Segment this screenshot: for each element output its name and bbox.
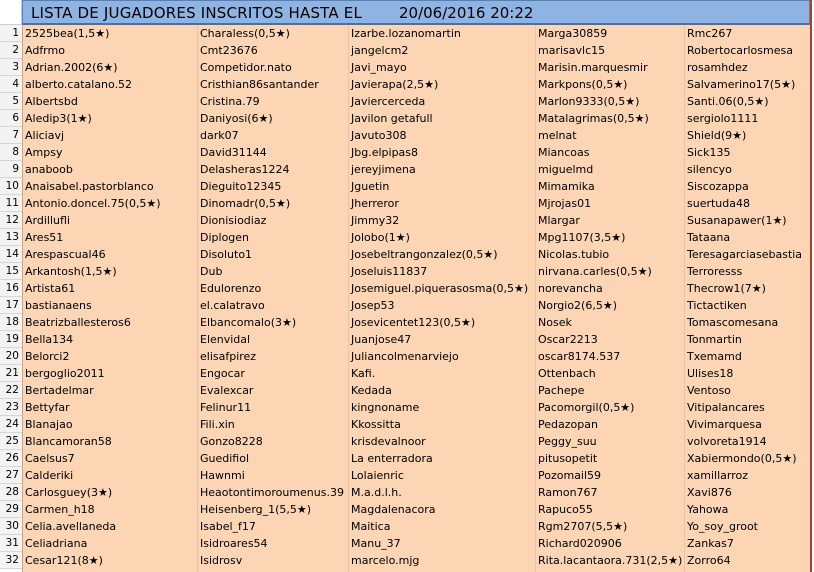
row-number[interactable]: 22 <box>0 382 22 399</box>
player-cell[interactable]: Javilon getafull <box>351 112 433 125</box>
row-number-column <box>0 25 22 569</box>
player-cell[interactable]: pitusopetit <box>538 452 598 465</box>
player-cell[interactable]: 2525bea(1,5★) <box>25 27 110 40</box>
player-cell[interactable]: Jherreror <box>351 197 399 210</box>
player-cell[interactable]: Albertsbd <box>25 95 78 108</box>
player-cell[interactable]: Nicolas.tubio <box>538 248 610 261</box>
player-cell[interactable]: Josep53 <box>351 299 395 312</box>
player-cell[interactable]: Kedada <box>351 384 392 397</box>
player-cell[interactable]: Peggy_suu <box>538 435 597 448</box>
player-cell[interactable]: Isabel_f17 <box>200 520 256 533</box>
player-cell[interactable]: elisafpirez <box>200 350 257 363</box>
player-cell[interactable]: Zorro64 <box>687 554 731 567</box>
player-cell[interactable]: Susanapawer(1★) <box>687 214 787 227</box>
player-cell[interactable]: Cesar121(8★) <box>25 554 103 567</box>
player-cell[interactable]: Disoluto1 <box>200 248 253 261</box>
row-number[interactable]: 30 <box>0 518 22 535</box>
player-cell[interactable]: Diplogen <box>200 231 250 244</box>
column-divider <box>197 25 198 572</box>
player-cell[interactable]: Belorci2 <box>25 350 70 363</box>
player-cell[interactable]: Mimamika <box>538 180 595 193</box>
player-cell[interactable]: miguelmd <box>538 163 594 176</box>
player-cell[interactable]: Rgm2707(5,5★) <box>538 520 628 533</box>
player-cell[interactable]: Manu_37 <box>351 537 401 550</box>
player-cell[interactable]: suertuda48 <box>687 197 750 210</box>
player-cell[interactable]: Celia.avellaneda <box>25 520 117 533</box>
player-cell[interactable]: Magdalenacora <box>351 503 436 516</box>
player-cell[interactable]: Adrian.2002(6★) <box>25 61 118 74</box>
player-cell[interactable]: Juanjose47 <box>351 333 412 346</box>
player-cell[interactable]: Mpg1107(3,5★) <box>538 231 626 244</box>
player-cell[interactable]: xamillarroz <box>687 469 748 482</box>
player-cell[interactable]: Nosek <box>538 316 572 329</box>
player-cell[interactable]: M.a.d.l.h. <box>351 486 402 499</box>
player-cell[interactable]: Richard020906 <box>538 537 622 550</box>
player-cell[interactable]: Dieguito12345 <box>200 180 282 193</box>
player-cell[interactable]: Heaotontimoroumenus.39 <box>200 486 344 499</box>
player-cell[interactable]: oscar8174.537 <box>538 350 621 363</box>
player-grid <box>22 25 811 572</box>
player-cell[interactable]: Dub <box>200 265 223 278</box>
row-number[interactable]: 21 <box>0 365 22 382</box>
player-cell[interactable]: volvoreta1914 <box>687 435 767 448</box>
player-cell[interactable]: Vitipalancares <box>687 401 765 414</box>
player-cell[interactable]: Txemamd <box>687 350 742 363</box>
player-column <box>198 25 349 569</box>
player-cell[interactable]: Elenvidal <box>200 333 251 346</box>
player-cell[interactable]: Mlargar <box>538 214 580 227</box>
player-cell[interactable]: Carlosguey(3★) <box>25 486 113 499</box>
row-number[interactable]: 27 <box>0 467 22 484</box>
row-number[interactable]: 31 <box>0 535 22 552</box>
row-number[interactable]: 28 <box>0 484 22 501</box>
row-number[interactable]: 24 <box>0 416 22 433</box>
player-cell[interactable]: Artista61 <box>25 282 76 295</box>
player-cell[interactable]: Ramon767 <box>538 486 598 499</box>
player-cell[interactable]: Calderiki <box>25 469 74 482</box>
player-cell[interactable]: Cmt23676 <box>200 44 258 57</box>
player-cell[interactable]: Xavi876 <box>687 486 732 499</box>
player-cell[interactable]: Teresagarciasebastia <box>687 248 803 261</box>
player-cell[interactable]: rosamhdez <box>687 61 748 74</box>
player-cell[interactable]: Jguetin <box>351 180 390 193</box>
player-cell[interactable]: Adfrmo <box>25 44 65 57</box>
player-cell[interactable]: Oscar2213 <box>538 333 598 346</box>
player-cell[interactable]: Norgio2(6,5★) <box>538 299 617 312</box>
column-divider <box>535 25 536 572</box>
row-number[interactable]: 7 <box>0 127 22 144</box>
player-cell[interactable]: Anaisabel.pastorblanco <box>25 180 154 193</box>
player-cell[interactable]: Rmc267 <box>687 27 733 40</box>
player-cell[interactable]: David31144 <box>200 146 267 159</box>
player-cell[interactable]: Pedazopan <box>538 418 598 431</box>
row-number[interactable]: 19 <box>0 331 22 348</box>
row-number[interactable]: 23 <box>0 399 22 416</box>
player-cell[interactable]: el.calatravo <box>200 299 265 312</box>
column-divider <box>348 25 349 572</box>
player-cell[interactable]: Arespascual46 <box>25 248 106 261</box>
player-cell[interactable]: Jimmy32 <box>351 214 400 227</box>
player-cell[interactable]: Vivimarquesa <box>687 418 762 431</box>
player-cell[interactable]: alberto.catalano.52 <box>25 78 133 91</box>
row-number[interactable]: 25 <box>0 433 22 450</box>
player-cell[interactable]: jereyjimena <box>351 163 416 176</box>
player-cell[interactable]: Robertocarlosmesa <box>687 44 793 57</box>
player-cell[interactable]: Kkossitta <box>351 418 401 431</box>
player-column <box>536 25 685 569</box>
player-cell[interactable]: Edulorenzo <box>200 282 262 295</box>
player-cell[interactable]: Aledip3(1★) <box>25 112 92 125</box>
player-cell[interactable]: Shield(9★) <box>687 129 747 142</box>
player-cell[interactable]: norevancha <box>538 282 603 295</box>
player-cell[interactable]: Aliciavj <box>25 129 65 142</box>
player-column <box>23 25 198 569</box>
player-cell[interactable]: Josemiguel.piquerasosma(0,5★) <box>351 282 529 295</box>
row-number[interactable]: 6 <box>0 110 22 127</box>
player-cell[interactable]: Javi_mayo <box>351 61 407 74</box>
player-cell[interactable]: Guedifiol <box>200 452 250 465</box>
player-cell[interactable]: Javuto308 <box>351 129 407 142</box>
title-row[interactable] <box>22 0 810 25</box>
player-cell[interactable]: Kafi. <box>351 367 376 380</box>
player-cell[interactable]: Bertadelmar <box>25 384 94 397</box>
player-cell[interactable]: Matalagrimas(0,5★) <box>538 112 649 125</box>
player-cell[interactable]: Daniyosi(6★) <box>200 112 273 125</box>
player-cell[interactable]: Tonmartin <box>687 333 742 346</box>
row-number[interactable]: 12 <box>0 212 22 229</box>
player-cell[interactable]: Felinur11 <box>200 401 252 414</box>
player-cell[interactable]: Bettyfar <box>25 401 70 414</box>
row-number[interactable]: 15 <box>0 263 22 280</box>
player-cell[interactable]: bergoglio2011 <box>25 367 105 380</box>
row-number[interactable]: 13 <box>0 229 22 246</box>
player-cell[interactable]: Charaless(0,5★) <box>200 27 290 40</box>
row-number[interactable]: 18 <box>0 314 22 331</box>
player-cell[interactable]: Mjrojas01 <box>538 197 592 210</box>
player-cell[interactable]: Antonio.doncel.75(0,5★) <box>25 197 161 210</box>
player-cell[interactable]: sergiolo1111 <box>687 112 759 125</box>
player-cell[interactable]: Evalexcar <box>200 384 254 397</box>
player-cell[interactable]: Pozomail59 <box>538 469 602 482</box>
player-cell[interactable]: dark07 <box>200 129 239 142</box>
player-cell[interactable]: Cristhian86santander <box>200 78 319 91</box>
player-cell[interactable]: Tomascomesana <box>687 316 779 329</box>
player-cell[interactable]: Josevicentet123(0,5★) <box>351 316 476 329</box>
player-column <box>349 25 536 569</box>
player-cell[interactable]: Competidor.nato <box>200 61 292 74</box>
row-number[interactable]: 20 <box>0 348 22 365</box>
player-cell[interactable]: Rapuco55 <box>538 503 593 516</box>
player-cell[interactable]: Delasheras1224 <box>200 163 290 176</box>
row-number[interactable]: 10 <box>0 178 22 195</box>
player-cell[interactable]: Javiercerceda <box>351 95 426 108</box>
select-all-corner[interactable] <box>0 0 22 25</box>
player-cell[interactable]: Joseluis11837 <box>351 265 428 278</box>
player-cell[interactable]: Pachepe <box>538 384 585 397</box>
player-cell[interactable]: Yo_soy_groot <box>687 520 758 533</box>
player-cell[interactable]: Marlon9333(0,5★) <box>538 95 640 108</box>
player-cell[interactable]: Blancamoran58 <box>25 435 112 448</box>
list-datetime: 20/06/2016 20:22 <box>399 4 534 22</box>
player-cell[interactable]: kingnoname <box>351 401 420 414</box>
player-cell[interactable]: marisavlc15 <box>538 44 606 57</box>
player-cell[interactable]: Terroresss <box>687 265 743 278</box>
player-cell[interactable]: Marga30859 <box>538 27 608 40</box>
player-cell[interactable]: Josebeltrangonzalez(0,5★) <box>351 248 498 261</box>
player-cell[interactable]: Ares51 <box>25 231 64 244</box>
player-cell[interactable]: Beatrizballesteros6 <box>25 316 131 329</box>
player-cell[interactable]: Rita.lacantaora.731(2,5★) <box>538 554 683 567</box>
row-number[interactable]: 9 <box>0 161 22 178</box>
player-cell[interactable]: Heisenberg_1(5,5★) <box>200 503 312 516</box>
player-cell[interactable]: melnat <box>538 129 577 142</box>
row-number[interactable]: 17 <box>0 297 22 314</box>
player-cell[interactable]: Ampsy <box>25 146 63 159</box>
player-cell[interactable]: Celiadriana <box>25 537 88 550</box>
player-cell[interactable]: marcelo.mjg <box>351 554 420 567</box>
player-cell[interactable]: Siscozappa <box>687 180 749 193</box>
player-cell[interactable]: Engocar <box>200 367 245 380</box>
player-column <box>685 25 811 569</box>
player-cell[interactable]: Pacomorgil(0,5★) <box>538 401 635 414</box>
player-cell[interactable]: anaboob <box>25 163 73 176</box>
player-cell[interactable]: Isidrosv <box>200 554 243 567</box>
player-cell[interactable]: Arkantosh(1,5★) <box>25 265 117 278</box>
list-title: LISTA DE JUGADORES INSCRITOS HASTA EL <box>31 4 363 22</box>
player-cell[interactable]: Maitica <box>351 520 391 533</box>
player-cell[interactable]: Ventoso <box>687 384 731 397</box>
player-cell[interactable]: Cristina.79 <box>200 95 260 108</box>
player-cell[interactable]: Hawnmi <box>200 469 245 482</box>
row-number[interactable]: 11 <box>0 195 22 212</box>
player-cell[interactable]: Jbg.elpipas8 <box>351 146 419 159</box>
player-cell[interactable]: Sick135 <box>687 146 731 159</box>
player-cell[interactable]: Isidroares54 <box>200 537 268 550</box>
player-cell[interactable]: Dionisiodiaz <box>200 214 267 227</box>
row-number[interactable]: 5 <box>0 93 22 110</box>
player-cell[interactable]: Fili.xin <box>200 418 235 431</box>
player-cell[interactable]: Bella134 <box>25 333 74 346</box>
player-cell[interactable]: Blanajao <box>25 418 73 431</box>
player-cell[interactable]: Gonzo8228 <box>200 435 263 448</box>
player-cell[interactable]: Salvamerino17(5★) <box>687 78 796 91</box>
player-cell[interactable]: Zankas7 <box>687 537 734 550</box>
player-cell[interactable]: Dinomadr(0,5★) <box>200 197 291 210</box>
column-divider <box>684 25 685 572</box>
player-cell[interactable]: Yahowa <box>687 503 729 516</box>
player-cell[interactable]: nirvana.carles(0,5★) <box>538 265 652 278</box>
player-cell[interactable]: silencyo <box>687 163 732 176</box>
player-cell[interactable]: Tictactiken <box>687 299 747 312</box>
row-number[interactable]: 26 <box>0 450 22 467</box>
player-cell[interactable]: Ardillufli <box>25 214 70 227</box>
player-cell[interactable]: Caelsus7 <box>25 452 75 465</box>
row-number[interactable]: 4 <box>0 76 22 93</box>
player-cell[interactable]: Marisin.marquesmir <box>538 61 648 74</box>
player-cell[interactable]: Thecrow1(7★) <box>687 282 766 295</box>
row-number[interactable]: 8 <box>0 144 22 161</box>
player-cell[interactable]: Xabiermondo(0,5★) <box>687 452 797 465</box>
player-cell[interactable]: jangelcm2 <box>351 44 409 57</box>
sheet-right-edge <box>810 0 814 572</box>
player-cell[interactable]: Izarbe.lozanomartin <box>351 27 461 40</box>
row-number[interactable]: 32 <box>0 552 22 569</box>
row-number[interactable]: 3 <box>0 59 22 76</box>
player-cell[interactable]: Santi.06(0,5★) <box>687 95 769 108</box>
player-cell[interactable]: krisdevalnoor <box>351 435 426 448</box>
player-cell[interactable]: Miancoas <box>538 146 590 159</box>
player-cell[interactable]: Markpons(0,5★) <box>538 78 628 91</box>
row-number[interactable]: 2 <box>0 42 22 59</box>
player-cell[interactable]: Juliancolmenarviejo <box>351 350 459 363</box>
player-cell[interactable]: La enterradora <box>351 452 433 465</box>
player-cell[interactable]: Tataana <box>687 231 731 244</box>
player-cell[interactable]: Ottenbach <box>538 367 596 380</box>
player-cell[interactable]: Lolaienric <box>351 469 404 482</box>
player-cell[interactable]: bastianaens <box>25 299 92 312</box>
player-cell[interactable]: Ulises18 <box>687 367 734 380</box>
row-number[interactable]: 16 <box>0 280 22 297</box>
player-cell[interactable]: Javierapa(2,5★) <box>351 78 439 91</box>
player-cell[interactable]: Jolobo(1★) <box>351 231 410 244</box>
player-cell[interactable]: Carmen_h18 <box>25 503 95 516</box>
row-number[interactable]: 14 <box>0 246 22 263</box>
player-cell[interactable]: Elbancomalo(3★) <box>200 316 297 329</box>
row-number[interactable]: 29 <box>0 501 22 518</box>
row-number[interactable]: 1 <box>0 25 22 42</box>
